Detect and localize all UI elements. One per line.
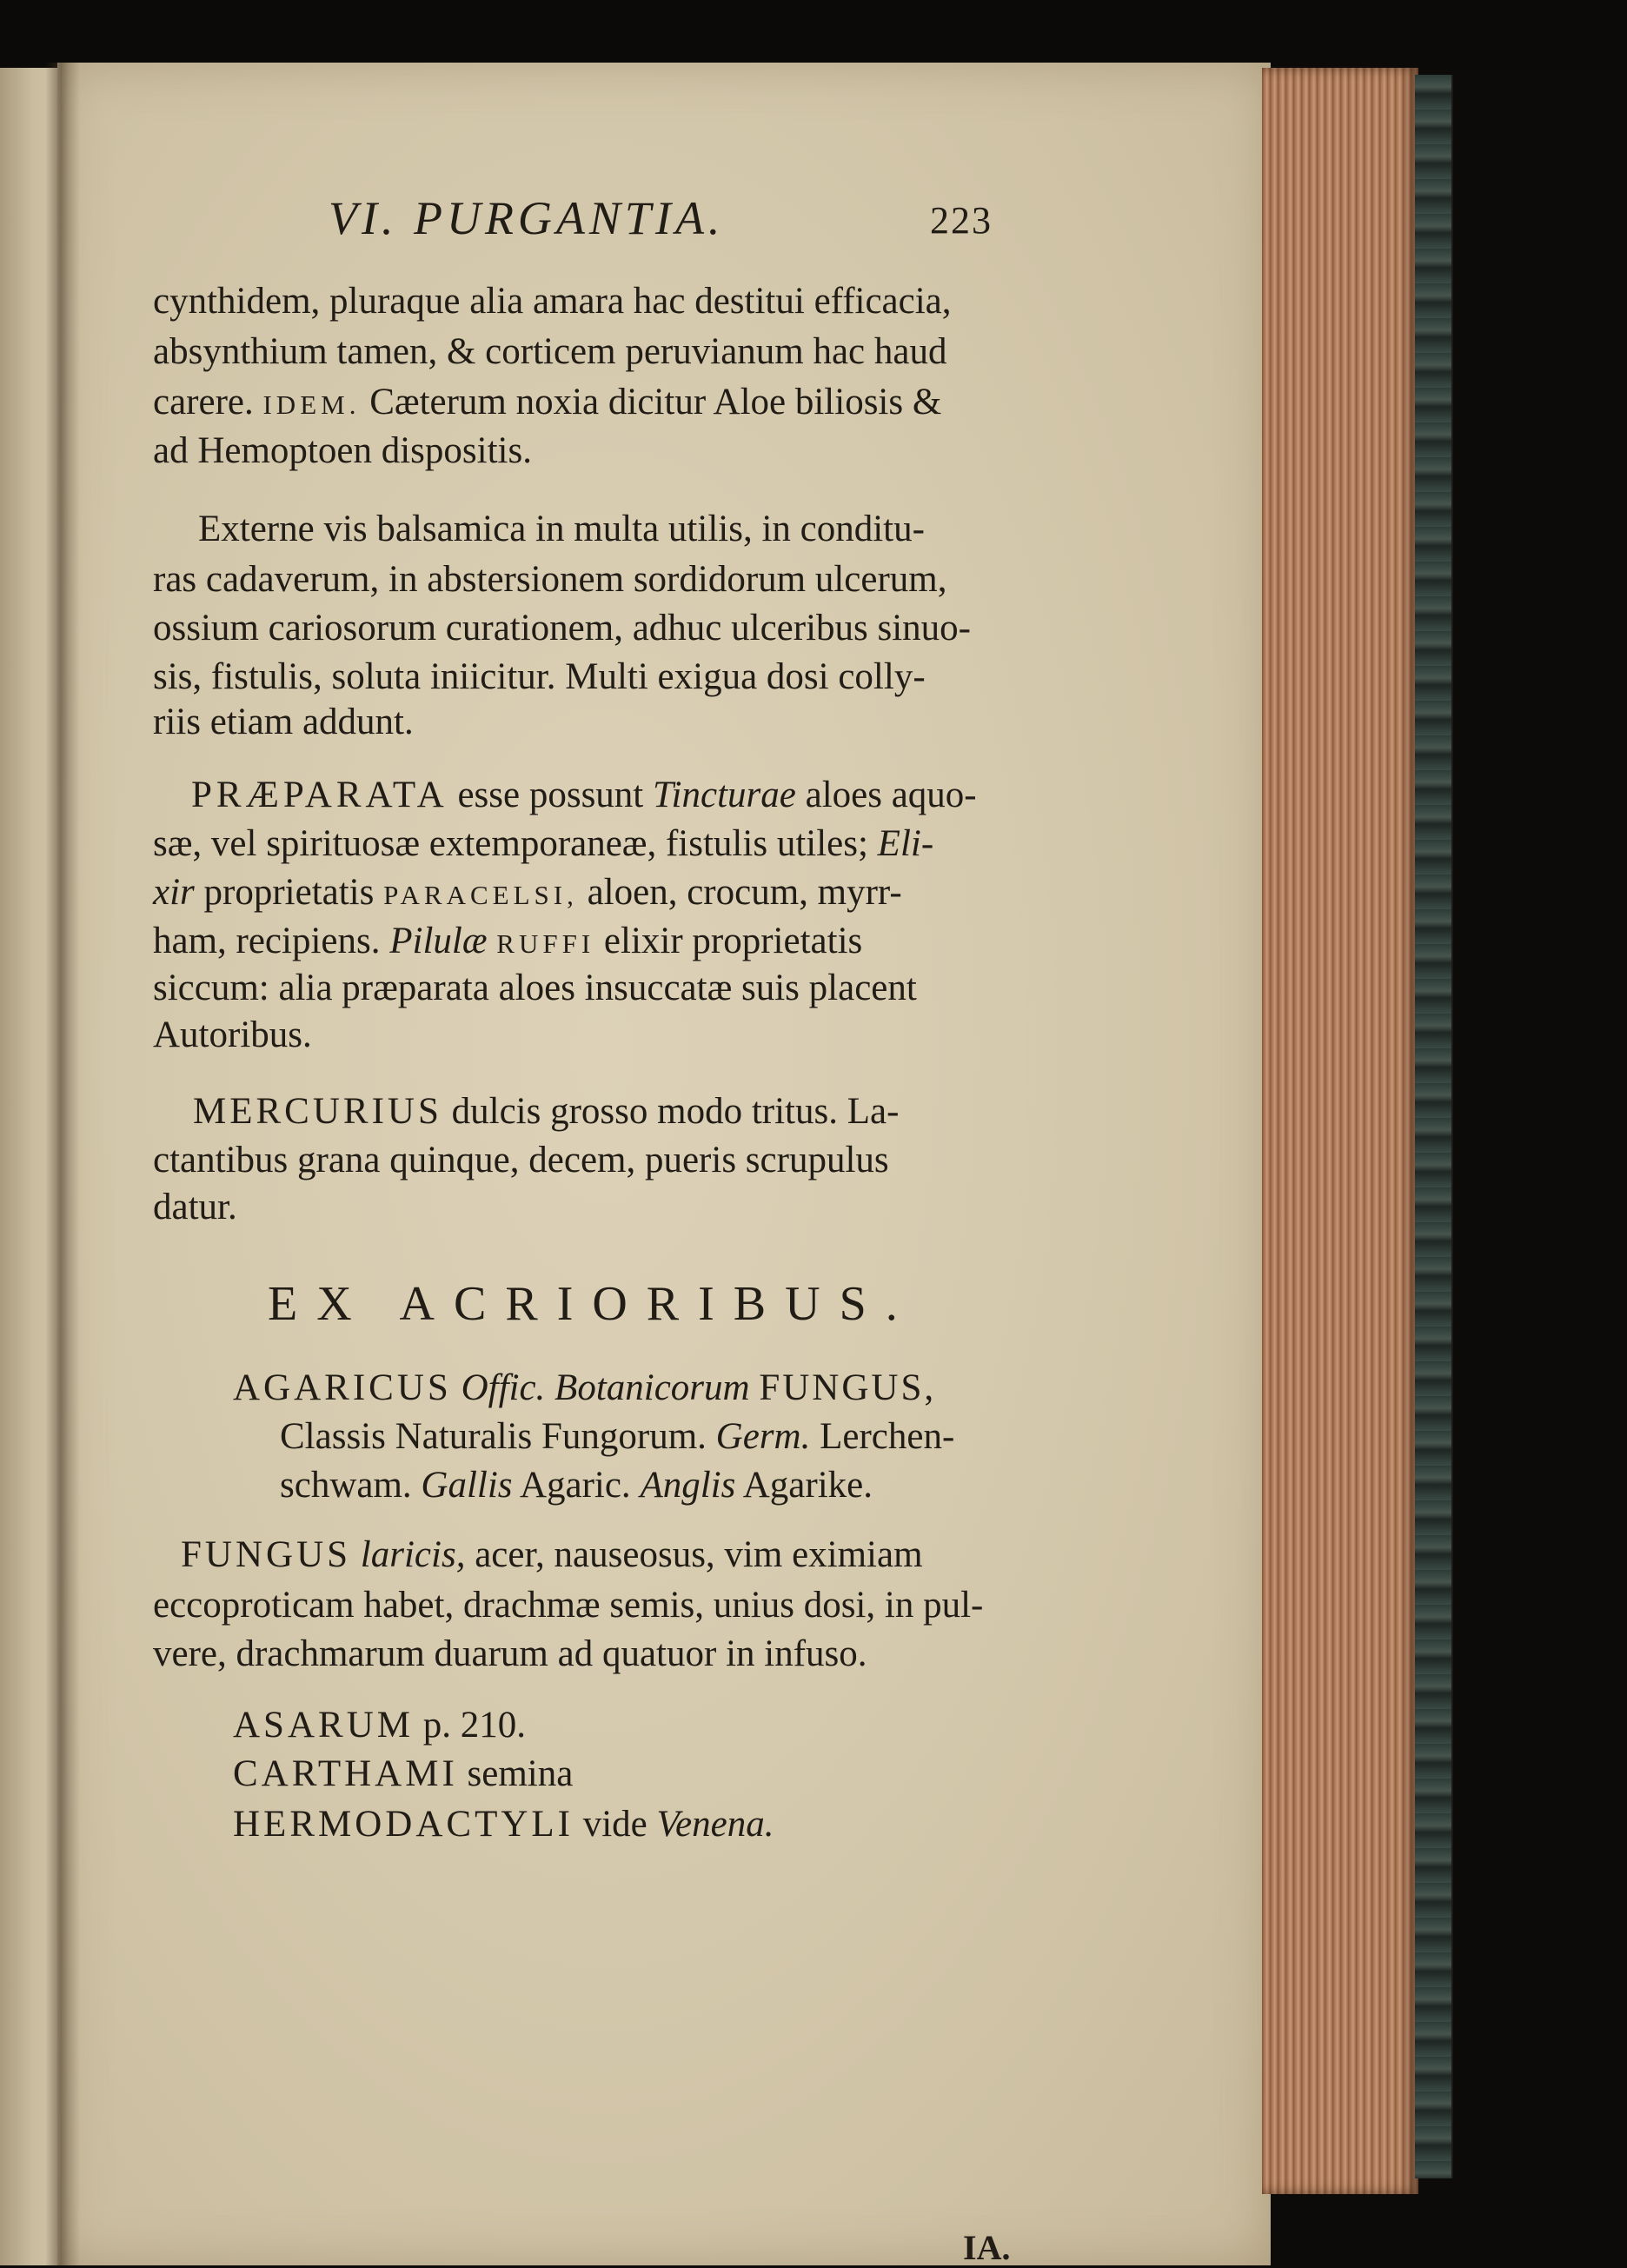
text-line-17: ctantibus grana quinque, decem, pueris scrupulus: [153, 1140, 889, 1181]
text-line-16: MERCURIUS dulcis grosso modo tritus. La-: [193, 1091, 900, 1132]
text-line-7: ossium cariosorum curationem, adhuc ulceribus sinuo-: [153, 608, 972, 648]
agaricus-line-1: AGARICUS Offic. Botanicorum FUNGUS,: [233, 1367, 937, 1408]
text-line-15: Autoribus.: [153, 1014, 312, 1055]
signature-mark: IA.: [963, 2228, 1011, 2267]
text-line-2: absynthium tamen, & corticem peruvianum hac haud: [153, 331, 947, 372]
list-item-hermodactyli: HERMODACTYLI vide Venena.: [233, 1804, 774, 1845]
text-line-4: ad Hemoptoen dispositis.: [153, 430, 532, 471]
text-line-1: cynthidem, pluraque alia amara hac destitui efficacia,: [153, 281, 952, 322]
text-line-12: xir proprietatis PARACELSI, aloen, crocum, myrr-: [153, 872, 902, 913]
list-item-carthami: CARTHAMI semina: [233, 1753, 574, 1794]
text-line-9: riis etiam addunt.: [153, 702, 414, 742]
book-cover: [1415, 75, 1453, 2178]
fungus-line-3: vere, drachmarum duarum ad quatuor in infuso.: [153, 1633, 867, 1674]
text-line-8: sis, fistulis, soluta iniicitur. Multi exigua dosi colly-: [153, 656, 926, 697]
agaricus-line-3: schwam. Gallis Agaric. Anglis Agarike.: [280, 1465, 873, 1506]
text-line-14: siccum: alia præparata aloes insuccatæ suis placent: [153, 968, 917, 1008]
background-top: [0, 0, 1627, 70]
section-heading: EX ACRIORIBUS.: [268, 1277, 917, 1331]
running-head: VI. PURGANTIA.: [329, 192, 725, 244]
text-line-3: carere. IDEM. Cæterum noxia dicitur Aloe biliosis &: [153, 382, 942, 422]
text-line-11: sæ, vel spirituosæ extemporaneæ, fistulis utiles; Eli-: [153, 823, 934, 864]
text-line-18: datur.: [153, 1187, 237, 1227]
page-number: 223: [930, 199, 993, 242]
text-line-13: ham, recipiens. Pilulæ RUFFI elixir proprietatis: [153, 921, 863, 961]
fungus-line-1: FUNGUS laricis, acer, nauseosus, vim eximiam: [181, 1534, 923, 1575]
list-item-asarum: ASARUM p. 210.: [233, 1705, 526, 1746]
text-line-10: PRÆPARATA esse possunt Tincturae aloes aquo-: [191, 775, 977, 815]
agaricus-line-2: Classis Naturalis Fungorum. Germ. Lerchen-: [280, 1416, 955, 1457]
text-line-5: Externe vis balsamica in multa utilis, in conditu-: [198, 509, 925, 549]
page-edges: [1262, 68, 1418, 2194]
text-line-6: ras cadaverum, in abstersionem sordidorum ulcerum,: [153, 559, 947, 600]
gutter-shadow: [45, 63, 80, 2265]
fungus-line-2: eccoproticam habet, drachmæ semis, unius dosi, in pul-: [153, 1585, 984, 1626]
